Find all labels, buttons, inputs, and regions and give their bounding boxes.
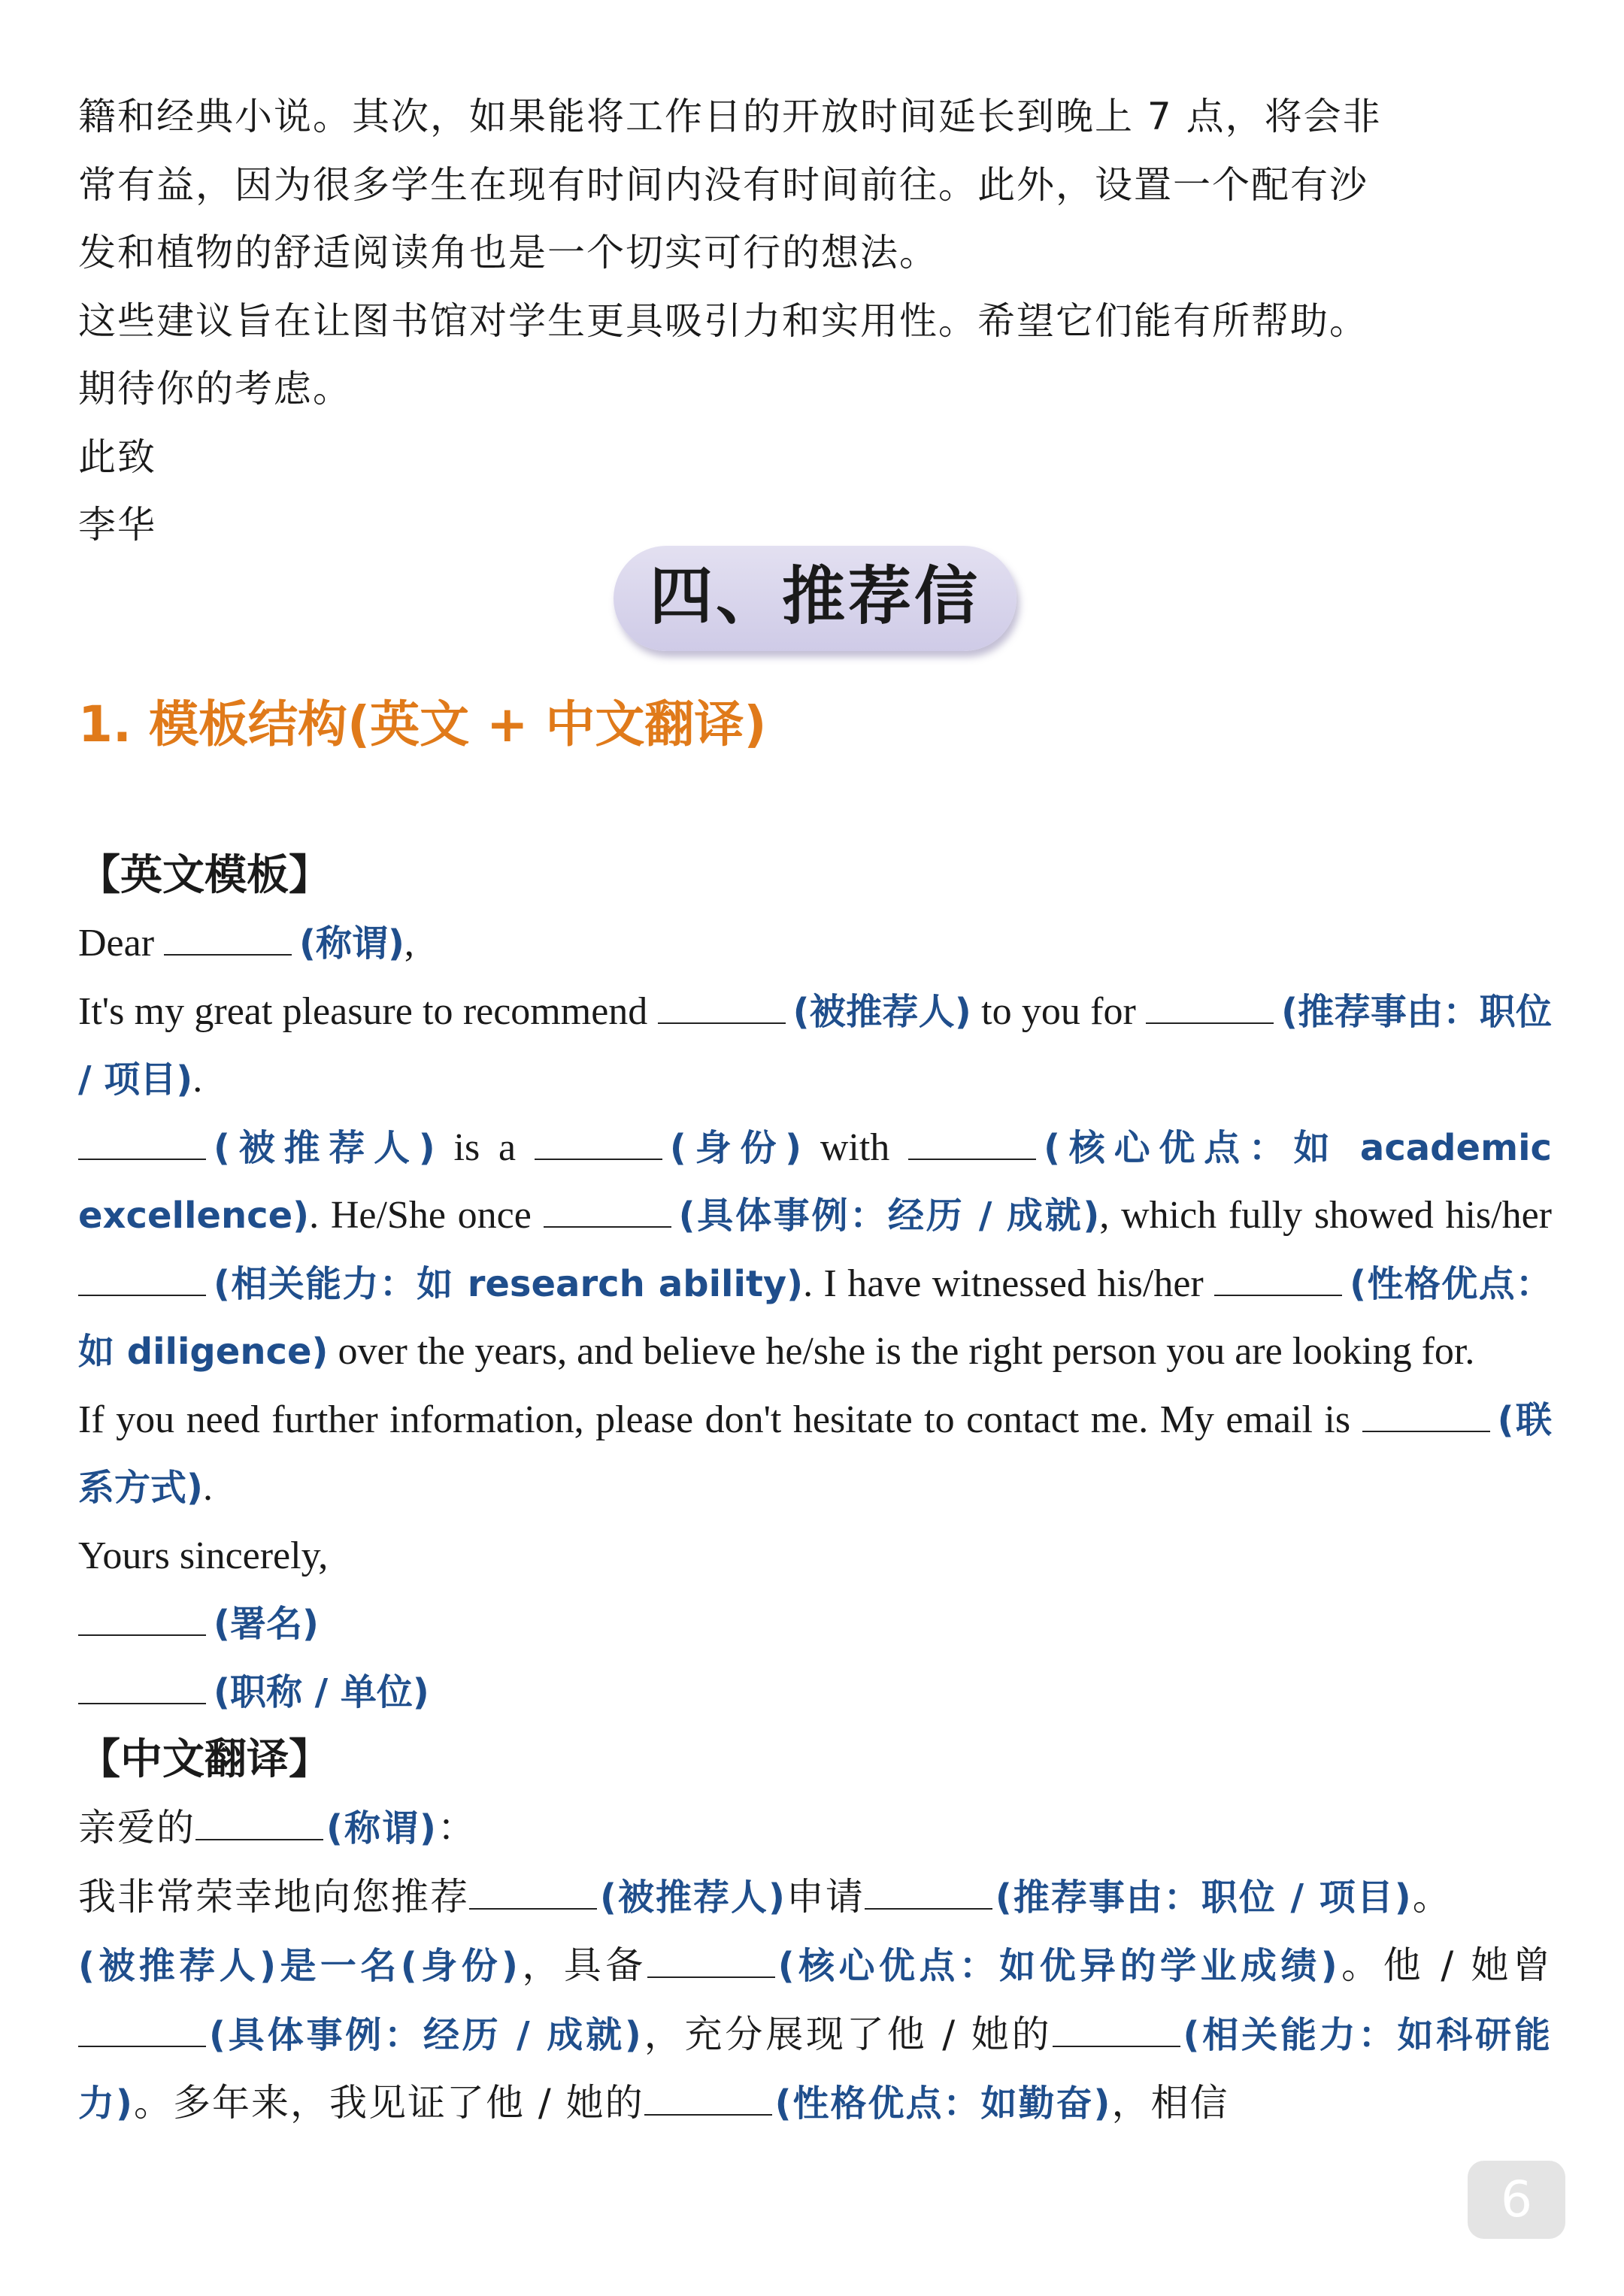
english-paragraph-1: It's my great pleasure to recommend (被推荐人) to you for (推荐事由：职位 / 项目). <box>78 989 1552 1101</box>
text: . He/She once <box>309 1194 532 1237</box>
text: 我非常荣幸地向您推荐 <box>78 1874 469 1919</box>
section-title-container <box>78 546 1552 651</box>
text: 。多年来，我见证了他 / 她的 <box>133 2081 644 2125</box>
blank <box>195 1838 323 1840</box>
blank <box>865 1907 992 1910</box>
text: ，相信 <box>1111 2081 1229 2125</box>
hint: (被推荐人) <box>600 1876 786 1919</box>
text: It's my great pleasure to recommend <box>78 989 648 1033</box>
hint: (具体事例：经历 / 成就) <box>209 2013 643 2056</box>
english-title <box>78 1658 1552 1727</box>
text: is a <box>453 1125 517 1169</box>
hint: (核心优点：如优异的学业成绩) <box>777 1945 1339 1987</box>
blank <box>78 1702 206 1704</box>
blank <box>544 1225 671 1228</box>
hint: (称谓) <box>326 1807 438 1849</box>
text-line: 籍和经典小说。其次，如果能将工作日的开放时间延长到晚上 7 点，将会非 <box>78 95 1382 138</box>
text: 。他 / 她曾 <box>1338 1943 1552 1987</box>
hint: (核心优点：如 academic excellence) <box>78 1126 1552 1237</box>
text: with <box>820 1125 890 1169</box>
hint: (身份) <box>669 1126 802 1169</box>
page-number-badge: 6 <box>1468 2161 1565 2239</box>
text: . I have witnessed his/her <box>803 1262 1204 1305</box>
text-line: 期待你的考虑。 <box>78 367 352 410</box>
blank <box>647 1976 775 1978</box>
chinese-paragraph-1 <box>78 1863 1552 1932</box>
text: to you for <box>981 989 1136 1033</box>
letter-ending-text <box>78 83 1552 559</box>
text: , which fully showed his/her <box>1099 1194 1553 1237</box>
text: over the years, and believe he/she is the right person you are looking for. <box>338 1330 1475 1373</box>
text-line: 这些建议旨在让图书馆对学生更具吸引力和实用性。希望它们能有所帮助。 <box>78 298 1368 343</box>
blank <box>1214 1294 1342 1296</box>
text: ： <box>437 1806 477 1849</box>
blank <box>535 1158 662 1160</box>
chinese-translation-label: 【中文翻译】 <box>78 1735 331 1784</box>
text-line: 发和植物的舒适阅读角也是一个切实可行的想法。 <box>78 231 938 274</box>
hint: (职称 / 单位) <box>214 1671 429 1713</box>
template-heading: 1. 模板结构(英文 + 中文翻译) <box>78 695 767 753</box>
hint: (被推荐人)是一名(身份) <box>78 1945 520 1987</box>
section-title: 四、推荐信 <box>614 546 1017 651</box>
english-closing: Yours sincerely, <box>78 1534 329 1577</box>
blank <box>469 1907 597 1910</box>
template-content <box>78 842 1552 2138</box>
hint: (推荐事由：职位 / 项目) <box>995 1876 1413 1919</box>
blank <box>644 2113 772 2116</box>
text: If you need further information, please don't hesitate to contact me. My email is <box>78 1398 1351 1441</box>
blank <box>78 1294 206 1296</box>
blank <box>164 953 292 956</box>
hint: (称谓) <box>299 922 404 965</box>
english-salutation: Dear (称谓), <box>78 922 414 965</box>
text: Dear <box>78 922 155 965</box>
english-template-label: 【英文模板】 <box>78 851 331 900</box>
blank <box>908 1158 1036 1160</box>
text: ，具备 <box>520 1943 647 1987</box>
english-paragraph-2 <box>78 1114 1552 1386</box>
blank <box>1146 1022 1274 1024</box>
blank <box>78 1634 206 1636</box>
hint: (具体事例：经历 / 成就) <box>678 1195 1100 1237</box>
hint: (相关能力：如 research ability) <box>214 1262 804 1305</box>
text: 申请 <box>786 1874 865 1919</box>
blank <box>1053 2045 1180 2047</box>
blank <box>658 1022 786 1024</box>
hint: (联系方式) <box>78 1398 1552 1509</box>
blank <box>78 2045 206 2047</box>
hint: (相关能力：如科研能力) <box>78 2013 1552 2125</box>
hint: (性格优点：如勤奋) <box>774 2082 1112 2125</box>
hint: (性格优点：如 diligence) <box>78 1262 1552 1373</box>
hint: (被推荐人) <box>214 1126 435 1169</box>
english-paragraph-3: If you need further information, please don't hesitate to contact me. My email is (联系方式). <box>78 1398 1552 1509</box>
text: ，充分展现了他 / 她的 <box>642 2012 1053 2056</box>
text: 。 <box>1412 1874 1452 1919</box>
text-line: 李华 <box>78 503 156 547</box>
english-signature <box>78 1590 1552 1658</box>
text-line: 常有益，因为很多学生在现有时间内没有时间前往。此外，设置一个配有沙 <box>78 162 1368 207</box>
chinese-paragraph-2 <box>78 1931 1552 2138</box>
hint: (推荐事由：职位 / 项目) <box>78 990 1552 1101</box>
text-line: 此致 <box>78 435 156 479</box>
hint: (署名) <box>214 1603 319 1645</box>
blank <box>78 1158 206 1160</box>
blank <box>1362 1430 1490 1432</box>
chinese-salutation <box>78 1794 1552 1863</box>
text: 亲爱的 <box>78 1806 195 1849</box>
hint: (被推荐人) <box>792 990 971 1033</box>
